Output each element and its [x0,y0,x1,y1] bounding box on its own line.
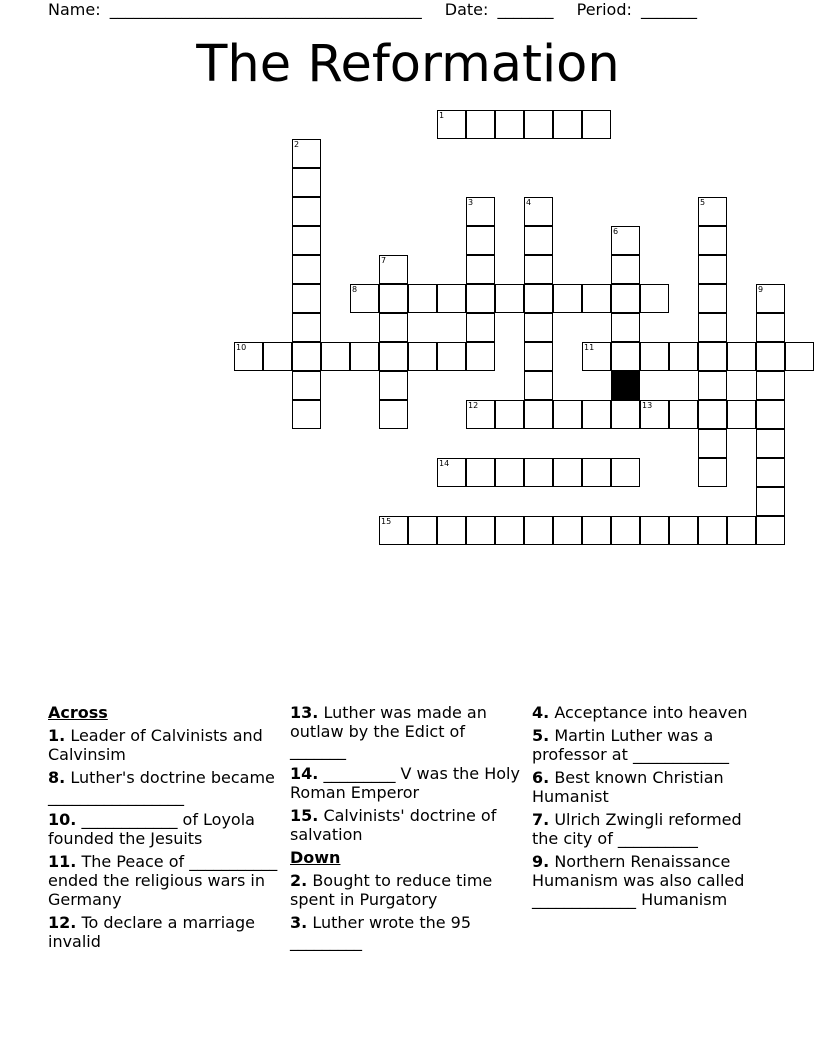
grid-cell[interactable] [756,400,785,429]
grid-cell[interactable] [408,284,437,313]
clue-number: 12. [48,913,77,932]
grid-cell[interactable] [408,516,437,545]
grid-cell[interactable] [727,516,756,545]
clue-text: Acceptance into heaven [554,703,748,722]
clue-text: Luther's doctrine became _________________ [48,768,275,806]
clue-text: Best known Christian Humanist [532,768,724,806]
grid-cell[interactable] [495,284,524,313]
period-label: Period: [576,0,632,19]
grid-cell[interactable] [292,313,321,342]
grid-cell[interactable] [292,371,321,400]
clue-number: 11. [48,852,77,871]
grid-cell[interactable] [611,458,640,487]
clue-number-label: 12 [468,401,479,410]
grid-cell[interactable] [466,400,495,429]
grid-cell[interactable] [669,400,698,429]
grid-cell[interactable] [379,284,408,313]
grid-cell[interactable] [437,458,466,487]
clue-number: 6. [532,768,550,787]
clue-number: 3. [290,913,308,932]
grid-cell[interactable] [524,284,553,313]
clue-down-6 [532,768,768,806]
grid-cell[interactable] [524,255,553,284]
grid-cell[interactable] [756,487,785,516]
grid-cell[interactable] [669,516,698,545]
clue-number-label: 15 [381,517,392,526]
grid-cell[interactable] [553,516,582,545]
clue-text: To declare a marriage invalid [48,913,255,951]
clue-number: 1. [48,726,66,745]
grid-cell[interactable] [756,458,785,487]
grid-cell[interactable] [437,516,466,545]
grid-cell[interactable] [698,516,727,545]
grid-cell[interactable] [350,284,379,313]
clue-number: 2. [290,871,308,890]
grid-cell[interactable] [640,516,669,545]
clue-down-9 [532,852,768,909]
clue-text: The Peace of ___________ ended the religious wars in Germany [48,852,278,909]
grid-cell[interactable] [466,284,495,313]
grid-cell[interactable] [437,284,466,313]
grid-cell[interactable] [698,197,727,226]
clue-number-label: 6 [613,227,619,236]
grid-cell[interactable] [524,516,553,545]
clue-text: Leader of Calvinists and Calvinsim [48,726,263,764]
grid-cell[interactable] [495,110,524,139]
grid-cell[interactable] [466,342,495,371]
clues-column-1 [48,703,284,955]
grid-cell[interactable] [524,313,553,342]
clue-text: Luther was made an outlaw by the Edict of _______ [290,703,487,760]
grid-cell[interactable] [379,313,408,342]
date-label: Date: [444,0,489,19]
grid-cell[interactable] [640,400,669,429]
clue-down-3 [290,913,526,951]
grid-cell[interactable] [582,458,611,487]
clue-number-label: 5 [700,198,706,207]
date-blank[interactable]: _______ [497,0,554,19]
grid-cell[interactable] [292,284,321,313]
across-heading: Across [48,703,108,722]
clues-column-3 [532,703,768,913]
grid-cell[interactable] [263,342,292,371]
grid-cell[interactable] [466,255,495,284]
grid-cell[interactable] [698,400,727,429]
grid-cell[interactable] [582,400,611,429]
clue-number-label: 1 [439,111,445,120]
blocked-cell [611,371,640,400]
grid-cell[interactable] [466,110,495,139]
grid-cell[interactable] [582,110,611,139]
grid-cell[interactable] [553,110,582,139]
grid-cell[interactable] [292,342,321,371]
grid-cell[interactable] [379,400,408,429]
grid-cell[interactable] [611,342,640,371]
grid-cell[interactable] [466,313,495,342]
clue-across-8 [48,768,284,806]
grid-cell[interactable] [698,313,727,342]
clue-number-label: 13 [642,401,653,410]
clue-text: Bought to reduce time spent in Purgatory [290,871,493,909]
grid-cell[interactable] [437,110,466,139]
grid-cell[interactable] [408,342,437,371]
clue-number: 14. [290,764,319,783]
clue-number: 13. [290,703,319,722]
grid-cell[interactable] [524,371,553,400]
grid-cell[interactable] [756,516,785,545]
clue-number-label: 11 [584,343,595,352]
grid-cell[interactable] [292,255,321,284]
grid-cell[interactable] [466,516,495,545]
grid-cell[interactable] [524,110,553,139]
grid-cell[interactable] [292,197,321,226]
grid-cell[interactable] [582,342,611,371]
grid-cell[interactable] [611,255,640,284]
clue-text: Martin Luther was a professor at ____________ [532,726,729,764]
grid-cell[interactable] [756,371,785,400]
clue-across-13 [290,703,526,760]
grid-cell[interactable] [611,400,640,429]
grid-cell[interactable] [234,342,263,371]
grid-cell[interactable] [350,342,379,371]
grid-cell[interactable] [727,342,756,371]
grid-cell[interactable] [553,458,582,487]
clue-number: 15. [290,806,319,825]
grid-cell[interactable] [756,284,785,313]
grid-cell[interactable] [756,429,785,458]
grid-cell[interactable] [698,429,727,458]
grid-cell[interactable] [292,226,321,255]
grid-cell[interactable] [466,458,495,487]
grid-cell[interactable] [292,400,321,429]
grid-cell[interactable] [640,342,669,371]
grid-cell[interactable] [756,342,785,371]
grid-cell[interactable] [669,342,698,371]
clue-across-12 [48,913,284,951]
grid-cell[interactable] [524,226,553,255]
grid-cell[interactable] [698,255,727,284]
clue-number-label: 10 [236,343,247,352]
clue-down-7 [532,810,768,848]
clue-number: 7. [532,810,550,829]
name-label: Name: [48,0,101,19]
clue-across-1 [48,726,284,764]
grid-cell[interactable] [495,458,524,487]
grid-cell[interactable] [524,458,553,487]
grid-cell[interactable] [611,516,640,545]
clue-text: ____________ of Loyola founded the Jesuits [48,810,255,848]
period-blank[interactable]: _______ [640,0,697,19]
clue-across-14 [290,764,526,802]
grid-cell[interactable] [466,197,495,226]
clue-number-label: 9 [758,285,764,294]
grid-cell[interactable] [292,139,321,168]
grid-cell[interactable] [524,400,553,429]
clue-text: Ulrich Zwingli reformed the city of __________ [532,810,742,848]
name-blank[interactable]: _______________________________________ [109,0,422,19]
down-heading: Down [290,848,341,867]
grid-cell[interactable] [698,226,727,255]
grid-cell[interactable] [611,284,640,313]
clue-across-15 [290,806,526,844]
grid-cell[interactable] [785,342,814,371]
grid-cell[interactable] [437,342,466,371]
page-title: The Reformation [196,35,620,94]
grid-cell[interactable] [698,284,727,313]
grid-cell[interactable] [582,516,611,545]
grid-cell[interactable] [466,226,495,255]
clue-number-label: 8 [352,285,358,294]
grid-cell[interactable] [582,284,611,313]
grid-cell[interactable] [727,400,756,429]
clue-text: Northern Renaissance Humanism was also called _____________ Humanism [532,852,745,909]
clue-number: 10. [48,810,77,829]
grid-cell[interactable] [756,313,785,342]
grid-cell[interactable] [292,168,321,197]
grid-cell[interactable] [553,400,582,429]
grid-cell[interactable] [640,284,669,313]
clue-number: 4. [532,703,550,722]
clues-column-2 [290,703,526,955]
clue-number: 5. [532,726,550,745]
grid-cell[interactable] [611,313,640,342]
grid-cell[interactable] [495,516,524,545]
grid-cell[interactable] [524,342,553,371]
grid-cell[interactable] [321,342,350,371]
clue-text: Luther wrote the 95 _________ [290,913,472,951]
clue-across-11 [48,852,284,909]
clue-number-label: 2 [294,140,300,149]
clue-number-label: 4 [526,198,532,207]
grid-cell[interactable] [698,342,727,371]
clue-text: _________ V was the Holy Roman Emperor [290,764,520,802]
grid-cell[interactable] [379,516,408,545]
clue-number: 8. [48,768,66,787]
clue-down-2 [290,871,526,909]
clue-text: Calvinists' doctrine of salvation [290,806,497,844]
grid-cell[interactable] [495,400,524,429]
grid-cell[interactable] [698,458,727,487]
grid-cell[interactable] [379,371,408,400]
grid-cell[interactable] [524,197,553,226]
clue-number-label: 3 [468,198,474,207]
clue-number: 9. [532,852,550,871]
grid-cell[interactable] [698,371,727,400]
grid-cell[interactable] [611,226,640,255]
clue-across-10 [48,810,284,848]
clue-down-5 [532,726,768,764]
grid-cell[interactable] [379,255,408,284]
clue-number-label: 7 [381,256,387,265]
clue-number-label: 14 [439,459,450,468]
grid-cell[interactable] [379,342,408,371]
clue-down-4 [532,703,768,722]
grid-cell[interactable] [553,284,582,313]
